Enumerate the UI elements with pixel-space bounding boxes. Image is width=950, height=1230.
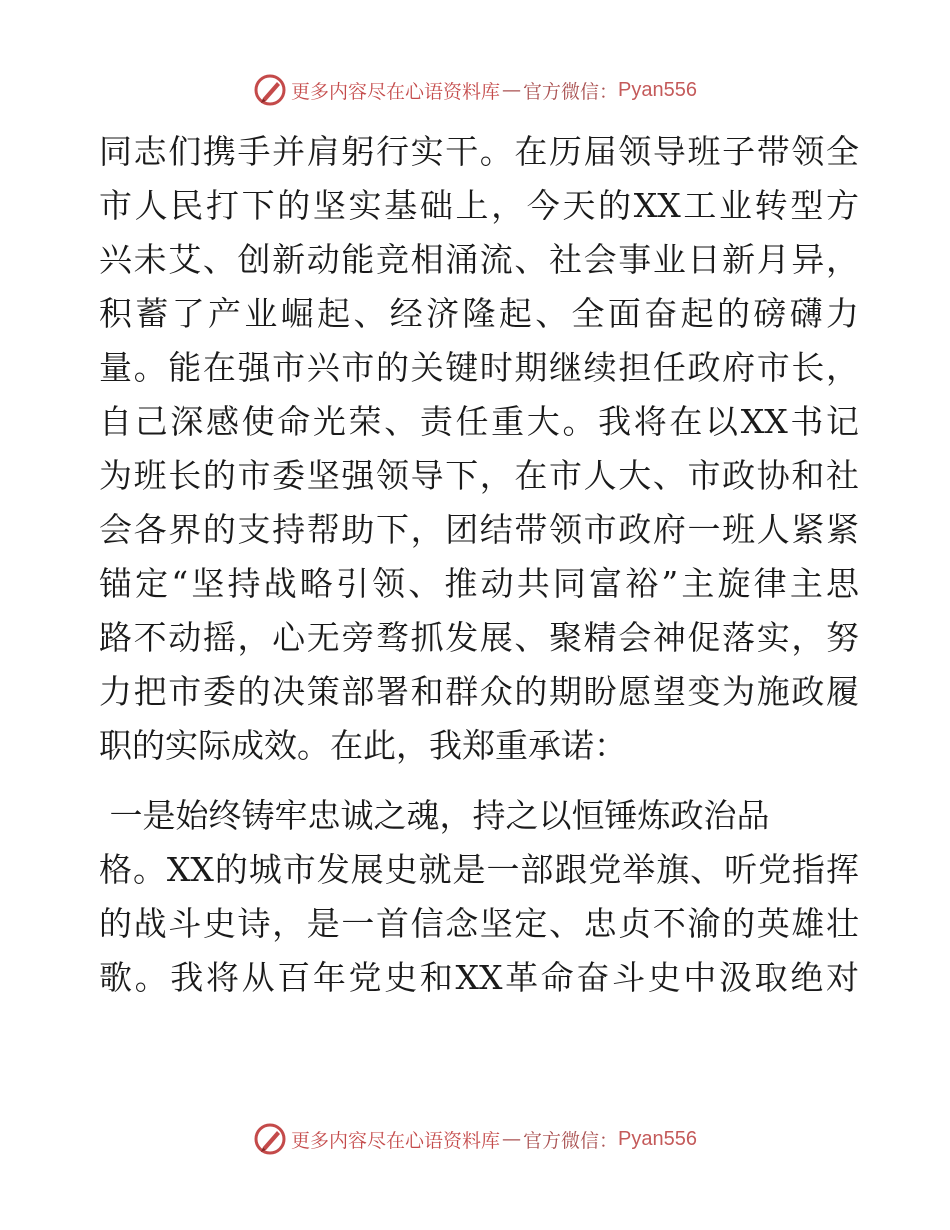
text-line: 锚定“坚持战略引领、推动共同富裕”主旋律主思 [99,564,859,603]
watermark-separator: — [502,79,522,101]
text-line: 的战斗史诗，是一首信念坚定、忠贞不渝的英雄壮 [99,904,859,943]
text-line: 一是始终铸牢忠诚之魂，持之以恒锤炼政治品 [99,796,770,835]
document-body [99,125,859,1005]
paragraph-2 [99,789,859,1005]
watermark-site: 更多内容尽在心语资料库 [291,80,501,103]
text-line: 格。XX的城市发展史就是一部跟党举旗、听党指挥 [99,850,859,889]
text-line: 积蓄了产业崛起、经济隆起、全面奋起的磅礴力 [99,294,859,333]
watermark-separator: — [502,1128,522,1150]
text-line: 歌。我将从百年党史和XX革命奋斗史中汲取绝对 [99,958,859,997]
paragraph-gap [99,773,859,789]
text-line: 自己深感使命光荣、责任重大。我将在以XX书记 [99,402,859,441]
footer-watermark [0,1119,950,1159]
text-line: 市人民打下的坚实基础上，今天的XX工业转型方 [99,186,859,225]
watermark-site: 更多内容尽在心语资料库 [291,1129,501,1152]
text-line: 量。能在强市兴市的关键时期继续担任政府市长， [99,348,859,387]
text-line: 职的实际成效。在此，我郑重承诺： [99,726,627,765]
pen-logo-icon [253,73,287,107]
watermark-wechat-id: Pyan556 [618,1127,697,1150]
watermark-wechat-label: 官方微信： [523,80,619,103]
text-line: 会各界的支持帮助下，团结带领市政府一班人紧紧 [99,510,859,549]
watermark-wechat-label: 官方微信： [523,1129,619,1152]
header-watermark [0,70,950,110]
text-line: 兴未艾、创新动能竞相涌流、社会事业日新月异， [99,240,859,279]
text-line: 路不动摇，心无旁骛抓发展、聚精会神促落实，努 [99,618,859,657]
watermark-wechat-id: Pyan556 [618,78,697,101]
text-line: 同志们携手并肩躬行实干。在历届领导班子带领全 [99,132,859,171]
pen-logo-icon [253,1122,287,1156]
paragraph-1 [99,125,859,773]
text-line: 为班长的市委坚强领导下，在市人大、市政协和社 [99,456,859,495]
text-line: 力把市委的决策部署和群众的期盼愿望变为施政履 [99,672,859,711]
